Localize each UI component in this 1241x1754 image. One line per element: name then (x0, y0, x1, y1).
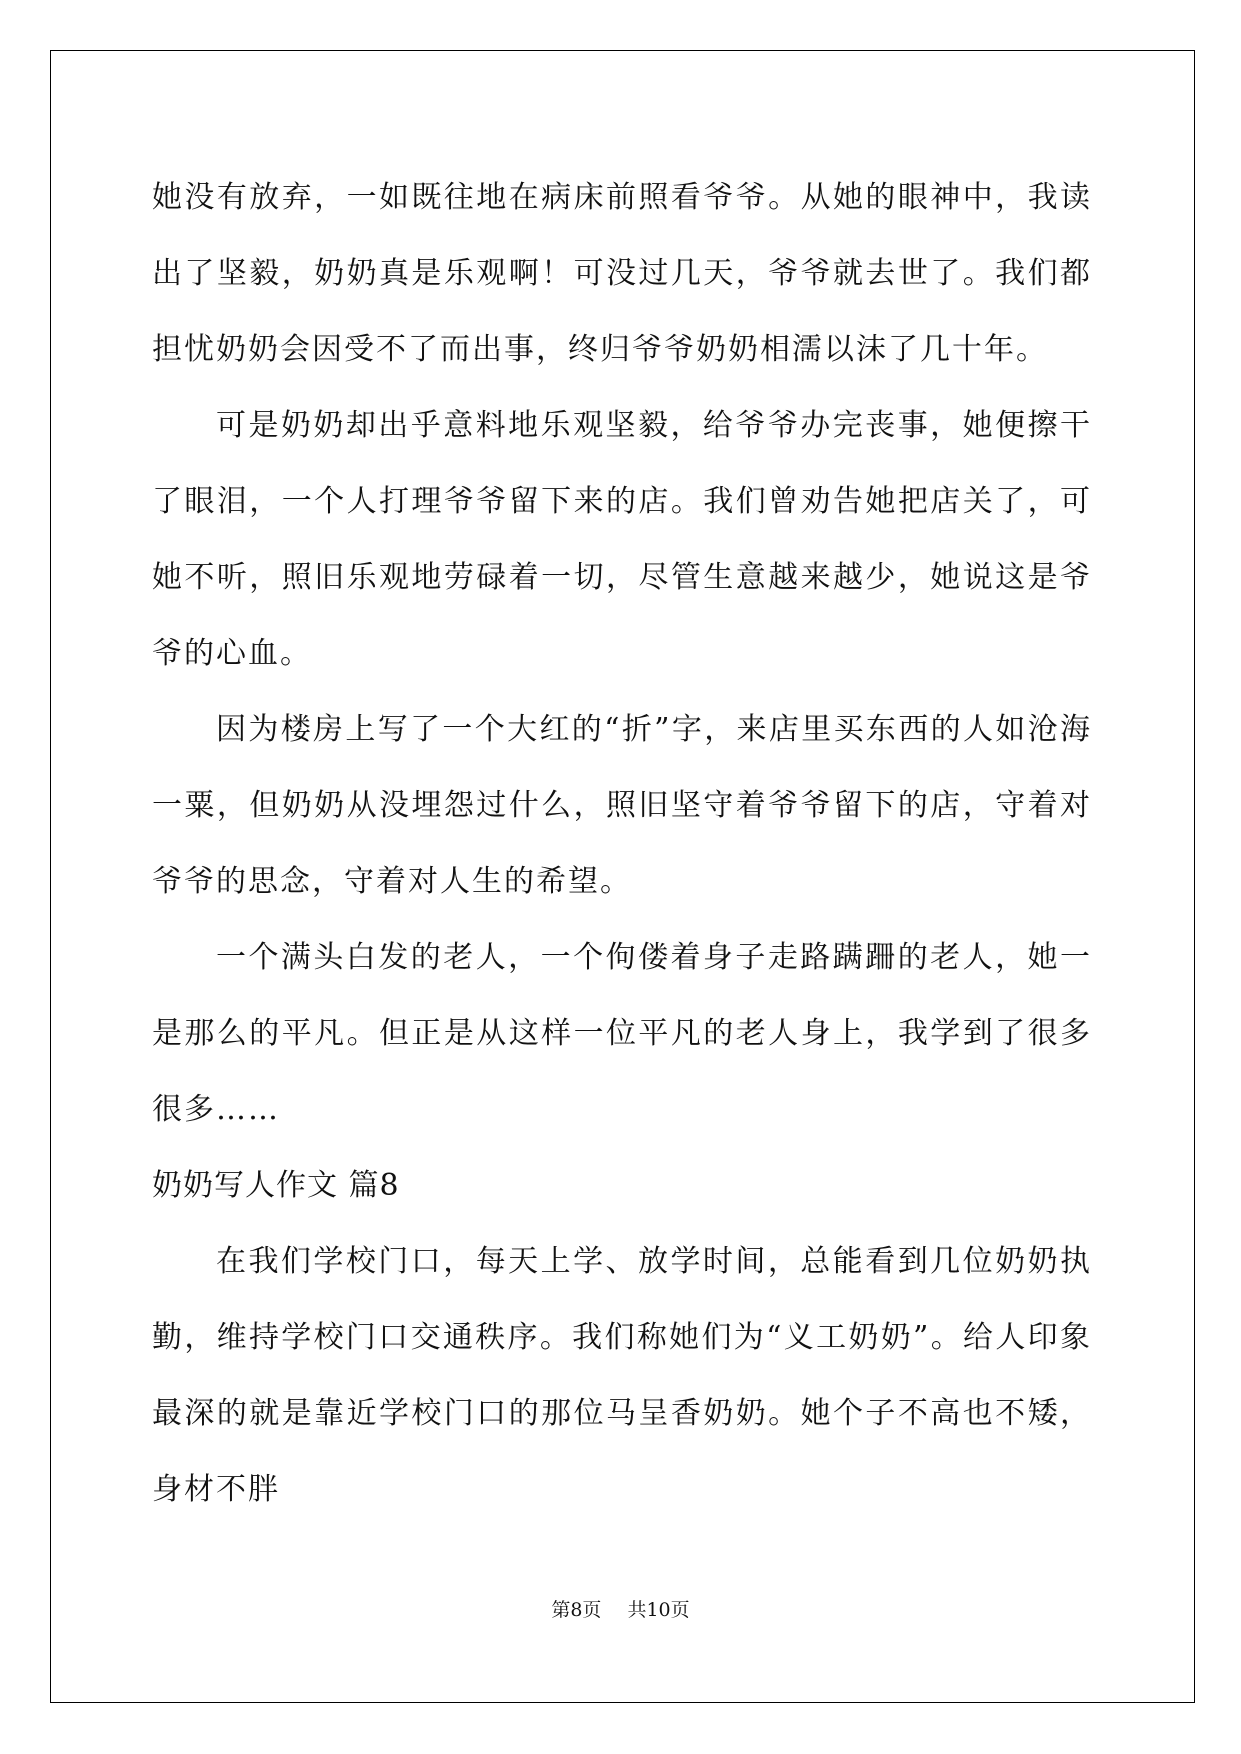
paragraph: 她没有放弃，一如既往地在病床前照看爷爷。从她的眼神中，我读出了坚毅，奶奶真是乐观啊！可没过几天，爷爷就去世了。我们都担忧奶奶会因受不了而出事，终归爷爷奶奶相濡以沫了几十年。 (152, 180, 1092, 367)
paragraph: 在我们学校门口，每天上学、放学时间，总能看到几位奶奶执勤，维持学校门口交通秩序。我们称她们为“义工奶奶”。给人印象最深的就是靠近学校门口的那位马呈香奶奶。她个子不高也不矮，身材不胖 (152, 1244, 1092, 1507)
section-heading: 奶奶写人作文 篇8 (152, 1168, 400, 1203)
paragraph: 一个满头白发的老人，一个佝偻着身子走路蹒跚的老人，她一是那么的平凡。但正是从这样一位平凡的老人身上，我学到了很多很多…… (152, 940, 1092, 1127)
paragraph: 可是奶奶却出乎意料地乐观坚毅，给爷爷办完丧事，她便擦干了眼泪，一个人打理爷爷留下来的店。我们曾劝告她把店关了，可她不听，照旧乐观地劳碌着一切，尽管生意越来越少，她说这是爷爷的心血。 (152, 408, 1092, 671)
document-body (152, 160, 1092, 1528)
page-footer (0, 1595, 1241, 1622)
page-number: 第8页 (551, 1599, 602, 1621)
page-total: 共10页 (627, 1599, 690, 1621)
paragraph: 因为楼房上写了一个大红的“折”字，来店里买东西的人如沧海一粟，但奶奶从没埋怨过什么，照旧坚守着爷爷留下的店，守着对爷爷的思念，守着对人生的希望。 (152, 712, 1092, 899)
